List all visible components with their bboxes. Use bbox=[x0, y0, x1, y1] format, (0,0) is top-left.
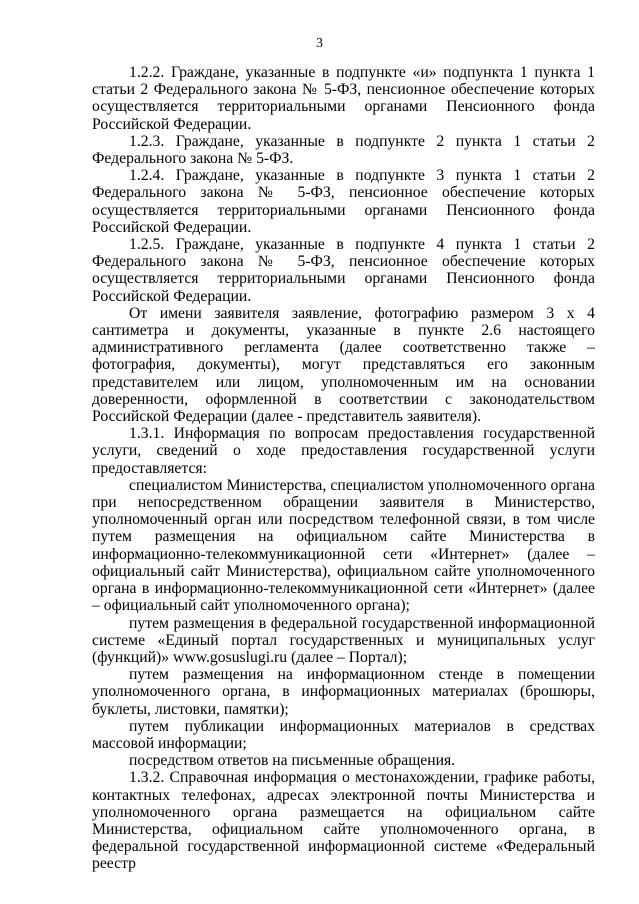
paragraph-1-3-2: 1.3.2. Справочная информация о местонахождении, графике работы, контактных телефонах, адресах электронной почты Министерства и уполномоченного органа размещается на официальном сайте Министерства, официальном сайте уполномоченного органа, в федеральной государственной информационной системе «Федеральный реестр bbox=[92, 769, 595, 873]
paragraph-media: путем публикации информационных материалов в средствах массовой информации; bbox=[92, 717, 595, 752]
paragraph-stand: путем размещения на информационном стенде в помещении уполномоченного органа, в информационных материалах (брошюры, буклеты, листовки, памятки); bbox=[92, 666, 595, 718]
paragraph-1-3-1: 1.3.1. Информация по вопросам предоставления государственной услуги, сведений о ходе предоставления государственной услуги предоставляется: bbox=[92, 425, 595, 477]
paragraph-specialist: специалистом Министерства, специалистом уполномоченного органа при непосредственном обращении заявителя в Министерство, уполномоченный орган или посредством телефонной связи, в том числе путем размещения на официальном сайте Министерства в информационно-телекоммуникационной сети «Интернет» (далее – официальный сайт Министерства), официальном сайте уполномоченного органа в информационно-телекоммуникационной сети «Интернет» (далее – официальный сайт уполномоченного органа); bbox=[92, 476, 595, 615]
paragraph-1-2-2: 1.2.2. Граждане, указанные в подпункте «и» подпункта 1 пункта 1 статьи 2 Федерального закона № 5-ФЗ, пенсионное обеспечение которых осуществляется территориальными органами Пенсионного фонда Российской Федерации. bbox=[92, 64, 595, 133]
page-number: 3 bbox=[316, 36, 323, 51]
paragraph-written-requests: посредством ответов на письменные обращения. bbox=[129, 752, 456, 770]
document-body bbox=[92, 64, 595, 873]
paragraph-portal: путем размещения в федеральной государственной информационной системе «Единый портал государственных и муниципальных услуг (функций)» www.gosuslugi.ru (далее – Портал); bbox=[92, 614, 595, 666]
paragraph-1-2-4: 1.2.4. Граждане, указанные в подпункте 3 пункта 1 статьи 2 Федерального закона № 5-ФЗ, пенсионное обеспечение которых осуществляется территориальными органами Пенсионного фонда Российской Федерации. bbox=[92, 167, 595, 236]
paragraph-1-2-5: 1.2.5. Граждане, указанные в подпункте 4 пункта 1 статьи 2 Федерального закона № 5-ФЗ, пенсионное обеспечение которых осуществляется территориальными органами Пенсионного фонда Российской Федерации. bbox=[92, 236, 595, 305]
paragraph-representative: От имени заявителя заявление, фотографию размером 3 х 4 сантиметра и документы, указанные в пункте 2.6 настоящего административного регламента (далее соответственно также – фотография, документы), могут представляться его законным представителем или лицом, уполномоченным им на основании доверенности, оформленной в соответствии с законодательством Российской Федерации (далее - представитель заявителя). bbox=[92, 304, 595, 426]
paragraph-1-2-3: 1.2.3. Граждане, указанные в подпункте 2 пункта 1 статьи 2 Федерального закона № 5-ФЗ. bbox=[92, 132, 595, 168]
